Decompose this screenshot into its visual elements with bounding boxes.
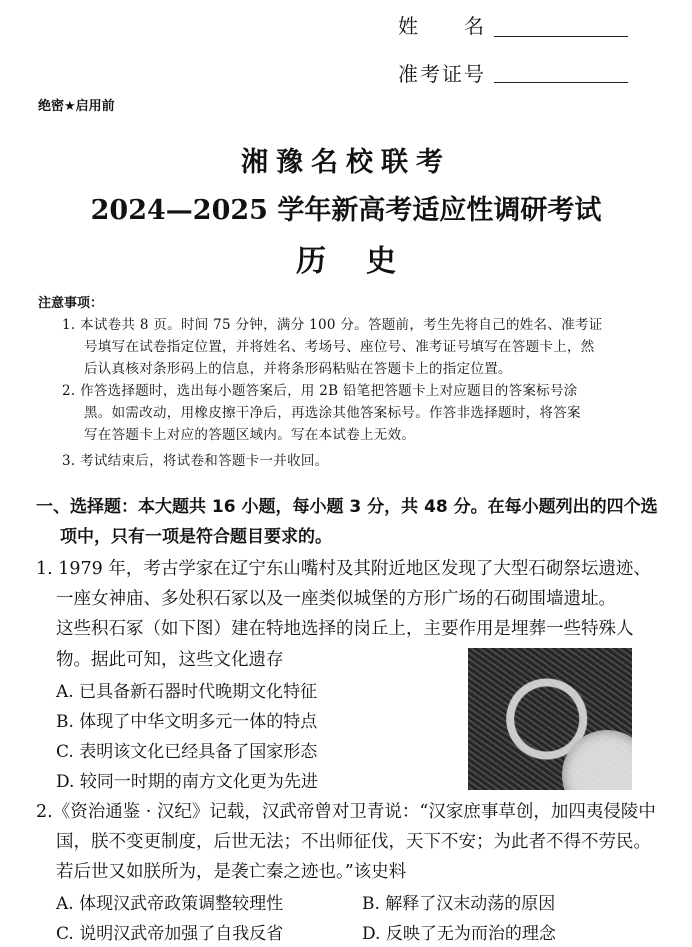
q1-option-c[interactable]: C. 表明该文化已经具备了国家形态 [56, 742, 318, 762]
notes-heading: 注意事项： [38, 296, 104, 311]
note-line: 写在答题卡上对应的答题区域内。写在本试卷上无效。 [84, 427, 416, 443]
stone-fragment [562, 730, 632, 790]
q2-option-a[interactable]: A. 体现汉武帝政策调整较理性 [56, 894, 284, 914]
exam-id-field[interactable] [494, 60, 628, 83]
q1-option-a[interactable]: A. 已具备新石器时代晚期文化特征 [56, 682, 318, 702]
note-line: 黑。如需改动，用橡皮擦干净后，再选涂其他答案标号。作答非选择题时，将答案 [84, 405, 581, 421]
section-heading-cont: 项中，只有一项是符合题目要求的。 [60, 527, 332, 547]
note-line: 3. 考试结束后，将试卷和答题卡一并收回。 [62, 453, 329, 469]
exam-title-line2: 2024—2025 学年新高考适应性调研考试 [90, 195, 602, 226]
q2-stem-line: 国，朕不变更制度，后世无法；不出师征伐，天下不安；为此者不得不劳民。 [56, 832, 651, 852]
exam-id-label: 准考证号 [398, 62, 486, 86]
q2-stem-line: 若后世又如朕所为，是袭亡秦之迹也。”该史料 [56, 862, 407, 882]
note-line: 后认真核对条形码上的信息，并将条形码粘贴在答题卡上的指定位置。 [84, 361, 512, 377]
note-line: 2. 作答选择题时，选出每小题答案后，用 2B 铅笔把答题卡上对应题目的答案标号涂 [62, 383, 578, 399]
q1-stem-line: 物。据此可知，这些文化遗存 [56, 650, 284, 670]
note-line: 1. 本试卷共 8 页。时间 75 分钟，满分 100 分。答题前，考生先将自己的姓名、准考证 [62, 317, 603, 333]
q2-option-d[interactable]: D. 反映了无为而治的理念 [362, 924, 556, 944]
name-label: 姓 名 [398, 14, 486, 38]
q1-option-b[interactable]: B. 体现了中华文明多元一体的特点 [56, 712, 318, 732]
note-line: 号填写在试卷指定位置，并将姓名、考场号、座位号、准考证号填写在答题卡上，然 [84, 339, 595, 355]
q2-option-b[interactable]: B. 解释了汉末动荡的原因 [362, 894, 556, 914]
q1-stem-line: 一座女神庙、多处积石冢以及一座类似城堡的方形广场的石砌围墙遗址。 [56, 589, 616, 609]
section-heading: 一、选择题：本大题共 16 小题，每小题 3 分，共 48 分。在每小题列出的四个选 [36, 497, 658, 517]
subject-title: 历史 [296, 244, 436, 279]
q1-option-d[interactable]: D. 较同一时期的南方文化更为先进 [56, 772, 318, 792]
name-field[interactable] [494, 14, 628, 37]
q1-stem-line: 这些积石冢（如下图）建在特地选择的岗丘上，主要作用是埋葬一些特殊人 [56, 619, 634, 639]
q1-stem-line: 1. 1979 年，考古学家在辽宁东山嘴村及其附近地区发现了大型石砌祭坛遗迹、 [36, 559, 651, 579]
q2-option-c[interactable]: C. 说明汉武帝加强了自我反省 [56, 924, 284, 944]
stone-cairn-photo [468, 648, 632, 790]
exam-title-line1: 湘豫名校联考 [241, 147, 451, 178]
q2-stem-line: 2.《资治通鉴 · 汉纪》记载，汉武帝曾对卫青说：“汉家庶事草创，加四夷侵陵中 [36, 802, 656, 822]
secret-mark: 绝密★启用前 [38, 99, 115, 114]
